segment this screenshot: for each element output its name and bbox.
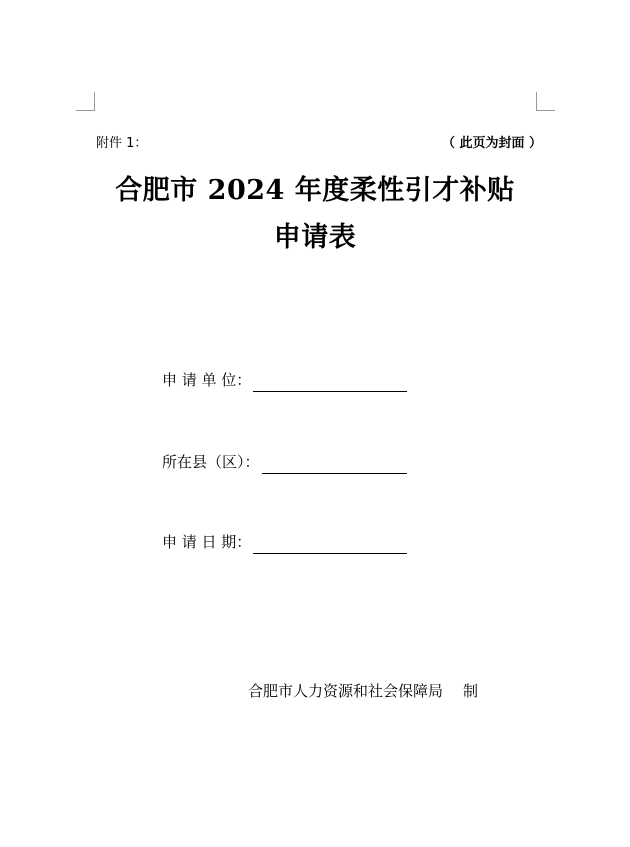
county-district-field xyxy=(162,450,407,474)
cover-note: （ 此页为封面 ） xyxy=(441,136,542,151)
issuer-name: 合肥市人力资源和社会保障局 xyxy=(248,682,444,700)
document-subtitle: 申请表 xyxy=(273,222,357,253)
applicant-unit-label: 申 请 单 位： xyxy=(162,371,252,389)
applicant-unit-field xyxy=(162,368,407,392)
application-date-label: 申 请 日 期： xyxy=(162,533,252,551)
county-district-blank[interactable] xyxy=(262,453,407,474)
application-date-blank[interactable] xyxy=(253,533,407,554)
document-title: 合肥市 2024 年度柔性引才补贴 xyxy=(115,175,515,206)
crop-mark-top-right xyxy=(536,92,555,111)
issuer-line xyxy=(248,680,478,701)
county-district-label: 所在县（区）： xyxy=(162,453,260,471)
crop-mark-top-left xyxy=(76,92,95,111)
applicant-unit-blank[interactable] xyxy=(253,371,407,392)
attachment-label: 附件 1： xyxy=(96,136,148,151)
issuer-made: 制 xyxy=(463,682,479,700)
application-date-field xyxy=(162,530,407,554)
